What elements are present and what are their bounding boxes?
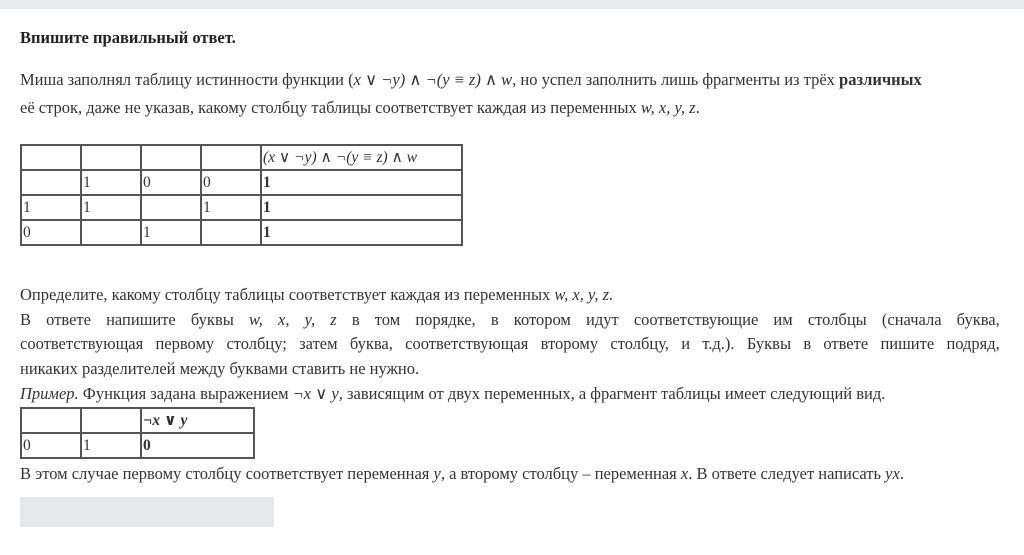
example-table <box>20 407 255 459</box>
example-label: Пример. <box>20 383 79 403</box>
instructions-line4: никаких разделителей между буквами ставить не нужно. <box>20 359 420 379</box>
table-cell-result: 0 <box>141 433 254 458</box>
word: подряд, <box>946 334 1000 354</box>
table-cell <box>141 195 201 220</box>
table-cell-result: 1 <box>261 195 462 220</box>
table-cell: 1 <box>141 220 201 245</box>
task-description <box>20 66 1006 122</box>
word: и <box>681 334 691 354</box>
table-cell <box>81 220 141 245</box>
table-cell <box>201 220 261 245</box>
word: соответствующая <box>405 334 529 354</box>
instructions-line3 <box>20 332 1000 357</box>
word: т.д.). <box>702 334 735 354</box>
word: в <box>803 334 812 354</box>
word: В <box>20 309 32 329</box>
word: напишите <box>106 309 176 329</box>
word: пишите <box>880 334 935 354</box>
function-formula: x ∨ ¬y) ∧ ¬(y ≡ z) ∧ w <box>353 70 513 89</box>
table-row <box>21 220 462 245</box>
word: котором <box>513 309 571 329</box>
task-description-line2: её строк, даже не указав, какому столбцу таблицы соответствует каждая из переменных w, x, y, z. <box>20 98 700 117</box>
word: w, <box>248 309 263 329</box>
word: столбцы <box>807 309 867 329</box>
table-cell: 0 <box>141 170 201 195</box>
word: второму <box>540 334 599 354</box>
example-header-row <box>21 408 254 433</box>
word: (сначала <box>881 309 942 329</box>
table-cell: 1 <box>21 195 81 220</box>
word: соответствующая <box>20 334 144 354</box>
truth-table <box>20 144 463 246</box>
table-cell: 1 <box>81 170 141 195</box>
task-description-line1: Миша заполнял таблицу истинности функции (x ∨ ¬y) ∧ ¬(y ≡ z) ∧ w, но успел заполнить лишь фрагменты из трёх различных <box>20 70 922 89</box>
word: буква, <box>349 334 393 354</box>
word: буква, <box>956 309 1000 329</box>
table-cell: 1 <box>81 433 141 458</box>
example-header-formula: ¬x ∨ y <box>141 408 254 433</box>
instructions-line2 <box>20 308 1000 333</box>
table-cell <box>21 170 81 195</box>
word: Буквы <box>746 334 792 354</box>
top-bar <box>0 0 1024 9</box>
word: им <box>773 309 793 329</box>
example-answer: yx <box>885 464 900 483</box>
emphasis-different: различных <box>839 70 922 89</box>
header-formula-cell: (x ∨ ¬y) ∧ ¬(y ≡ z) ∧ w <box>261 145 462 170</box>
word: x, <box>278 309 290 329</box>
table-cell-result: 1 <box>261 170 462 195</box>
table-cell: 0 <box>21 433 81 458</box>
header-cell-4 <box>201 145 261 170</box>
table-cell: 0 <box>21 220 81 245</box>
instructions <box>20 283 1000 407</box>
example-intro: Пример. Функция задана выражением ¬x ∨ y, зависящим от двух переменных, а фрагмент таблицы имеет следующий вид. <box>20 383 886 403</box>
table-row <box>21 433 254 458</box>
word: ответе <box>823 334 869 354</box>
header-cell-1 <box>21 145 81 170</box>
word: соответствующие <box>633 309 759 329</box>
table-cell: 1 <box>201 195 261 220</box>
table-cell: 1 <box>81 195 141 220</box>
word: в <box>490 309 499 329</box>
word: буквы <box>190 309 234 329</box>
instructions-line1: Определите, какому столбцу таблицы соответствует каждая из переменных w, x, y, z. <box>20 285 614 304</box>
word: столбцу, <box>610 334 669 354</box>
word: столбцу; <box>226 334 287 354</box>
table-cell: 0 <box>201 170 261 195</box>
table-header-row <box>21 145 462 170</box>
table-cell-result: 1 <box>261 220 462 245</box>
table-row <box>21 170 462 195</box>
word: ответе <box>46 309 91 329</box>
word: идут <box>586 309 619 329</box>
word: первому <box>155 334 215 354</box>
table-row <box>21 195 462 220</box>
word: порядке, <box>415 309 476 329</box>
answer-input[interactable] <box>20 497 274 527</box>
conclusion: В этом случае первому столбцу соответствует переменная y, а второму столбцу – переменная x. В ответе следует написать yx. <box>20 464 904 483</box>
task-heading: Впишите правильный ответ. <box>20 28 236 47</box>
word: y, <box>304 309 316 329</box>
word: том <box>374 309 401 329</box>
word: z <box>330 309 337 329</box>
example-header-cell-1 <box>21 408 81 433</box>
header-cell-3 <box>141 145 201 170</box>
header-cell-2 <box>81 145 141 170</box>
word: затем <box>299 334 338 354</box>
example-header-cell-2 <box>81 408 141 433</box>
word: в <box>351 309 360 329</box>
